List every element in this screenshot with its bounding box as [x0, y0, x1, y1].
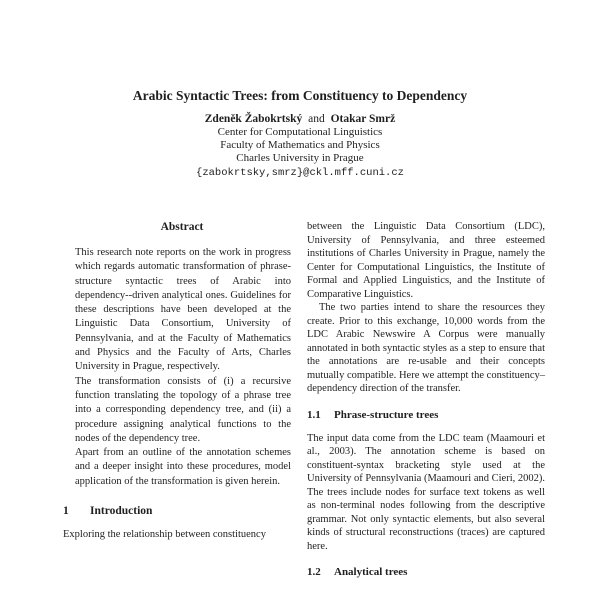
author-name-1: Zdeněk Žabokrtský [204, 113, 303, 125]
subsection-number: 1.1 [307, 408, 321, 421]
affiliation-line-1: Center for Computational Linguistics [217, 126, 383, 138]
subsection-heading-analytical-trees [307, 566, 545, 579]
body-paragraph-1: between the Linguistic Data Consortium (LDC), University of Pennsylvania, and three esteemed institutions of Charles University in Prague, namely the Center for Computational Linguistics, the Institute of Formal and Applied Linguistics, and the Institute of Comparative Linguistics. [307, 221, 545, 300]
abstract-paragraph-3: Apart from an outline of the annotation schemes and a deeper insight into these procedures, model application of the transformation is given herein. [75, 447, 291, 487]
subsection-number: 1.2 [307, 566, 321, 578]
subsection-title: Analytical trees [334, 566, 408, 578]
affiliation-line-3: Charles University in Prague [236, 152, 364, 164]
abstract-paragraph-1: This research note reports on the work in progress which regards automatic transformation of phrase-structure syntactic trees of Arabic into dependency--driven analytical ones. Guidelines for these descriptions have been developed at the Linguistic Data Consortium, University of Pennsylvania, and at the Faculty of Mathematics and Physics and the Faculty of Arts, Charles University in Prague, respectively. [75, 247, 291, 373]
column-left [63, 220, 301, 589]
column-right [307, 220, 545, 589]
authors-conjunction: and [308, 113, 325, 125]
affiliation-line-2: Faculty of Mathematics and Physics [220, 139, 380, 151]
intro-paragraph: Exploring the relationship between constituency [63, 529, 266, 541]
abstract-paragraph-2: The transformation consists of (i) a recursive function translating the topology of a phrase tree into a corresponding dependency tree, and (ii) a procedure assigning analytical functions to the nodes of the dependency tree. [75, 375, 291, 444]
author-name-2: Otakar Smrž [330, 113, 396, 125]
section-title: Introduction [90, 505, 153, 518]
email-line: {zabokrtsky,smrz}@ckl.mff.cuni.cz [196, 167, 404, 179]
two-column-body [63, 220, 545, 589]
section-heading-introduction [63, 505, 301, 518]
paper-header [0, 88, 600, 180]
subsection-title: Phrase-structure trees [334, 408, 439, 421]
body-paragraph-3: The input data come from the LDC team (Maamouri et al., 2003). The annotation scheme is based on constituent-syntax bracketing style used at the University of Pennsylvania (Maamouri and Cieri, 2002). The trees include nodes for surface text tokens as well as non-terminal nodes following from the descriptive grammar. Not only syntactic elements, but also several kinds of structural reconstructions (traces) are captured here. [307, 432, 545, 552]
abstract-heading: Abstract [160, 221, 204, 233]
section-number: 1 [63, 505, 69, 518]
subsection-heading-phrase-structure-trees [307, 409, 545, 422]
body-paragraph-2: The two parties intend to share the resources they create. Prior to this exchange, 10,000 words from the LDC Arabic Newswire A Corpus were manually annotated in both syntactic styles as a step to ensure that the annotations are re-usable and their concepts mutually compatible. Here we attempt the constituency–dependency direction of the transfer. [307, 302, 545, 394]
page-title: Arabic Syntactic Trees: from Constituency to Dependency [132, 88, 468, 103]
authors-line [0, 113, 600, 126]
abstract-body [75, 246, 291, 489]
